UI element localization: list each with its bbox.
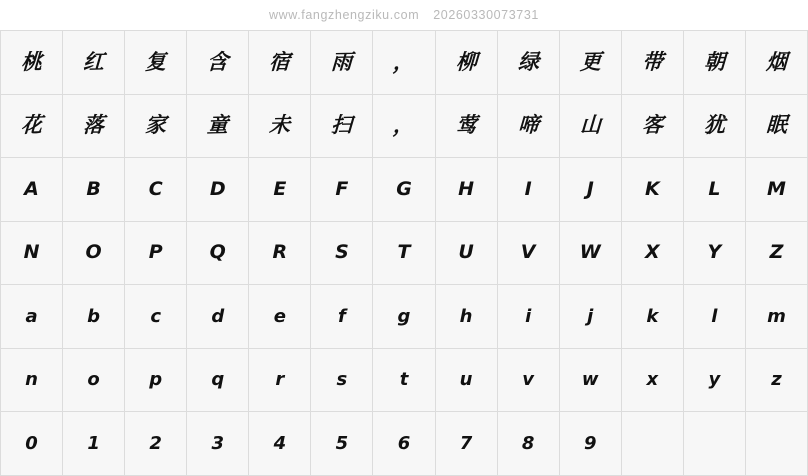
glyph: 带 (641, 49, 664, 75)
glyph-cell (560, 412, 622, 476)
glyph: 含 (206, 49, 229, 75)
glyph: 宿 (268, 49, 291, 75)
glyph-cell (560, 349, 622, 413)
glyph-cell (622, 222, 684, 286)
glyph-cell (125, 349, 187, 413)
glyph: V (520, 241, 536, 264)
glyph-cell (560, 285, 622, 349)
glyph-cell (187, 158, 249, 222)
glyph: d (211, 305, 225, 327)
glyph-cell (498, 349, 560, 413)
glyph: v (522, 369, 535, 391)
glyph-cell (63, 285, 125, 349)
glyph: x (646, 369, 659, 391)
glyph-cell (311, 412, 373, 476)
glyph-cell (249, 95, 311, 159)
glyph: N (23, 241, 40, 264)
glyph: 绿 (517, 49, 540, 75)
glyph: 啼 (517, 113, 540, 138)
glyph-cell (1, 31, 63, 95)
glyph-cell (436, 95, 498, 159)
glyph-cell-empty (746, 412, 808, 476)
glyph: k (646, 305, 659, 327)
glyph-cell (622, 285, 684, 349)
glyph: A (24, 177, 39, 200)
glyph-cell (498, 222, 560, 286)
glyph-cell (311, 95, 373, 159)
glyph: M (767, 177, 786, 200)
glyph-cell (63, 95, 125, 159)
glyph: Q (209, 241, 226, 264)
glyph-cell (249, 31, 311, 95)
glyph-cell (373, 158, 435, 222)
glyph-cell (373, 31, 435, 95)
glyph-cell (373, 95, 435, 159)
glyph-cell (746, 158, 808, 222)
glyph: 6 (397, 432, 411, 454)
glyph-cell (373, 349, 435, 413)
glyph: D (209, 177, 226, 200)
glyph-cell (560, 222, 622, 286)
glyph: 莺 (455, 113, 478, 138)
glyph-cell (249, 349, 311, 413)
glyph: z (771, 369, 782, 391)
glyph-cell (1, 412, 63, 476)
glyph-cell (684, 349, 746, 413)
glyph: b (87, 305, 101, 327)
glyph-cell (684, 158, 746, 222)
glyph: o (87, 369, 100, 391)
glyph-cell (63, 349, 125, 413)
glyph-cell (498, 31, 560, 95)
glyph-cell (622, 349, 684, 413)
glyph: 扫 (330, 113, 353, 138)
glyph-cell (125, 222, 187, 286)
glyph: 4 (273, 432, 287, 454)
watermark (0, 0, 808, 30)
glyph-cell (63, 412, 125, 476)
glyph: 烟 (765, 49, 788, 75)
glyph: G (396, 177, 412, 200)
glyph-cell (249, 158, 311, 222)
glyph: F (335, 177, 349, 200)
glyph: 0 (25, 432, 38, 454)
glyph: 桃 (20, 49, 43, 75)
glyph: E (273, 177, 287, 200)
glyph: 7 (459, 432, 473, 454)
glyph: Y (707, 241, 722, 264)
glyph-cell (560, 31, 622, 95)
glyph: 朝 (703, 49, 726, 75)
glyph-cell (436, 222, 498, 286)
glyph: 落 (82, 113, 105, 138)
glyph-cell-empty (684, 412, 746, 476)
glyph: H (458, 177, 475, 200)
glyph-cell (187, 349, 249, 413)
glyph-cell (125, 95, 187, 159)
glyph: K (644, 177, 660, 200)
glyph: w (581, 369, 599, 391)
glyph: a (25, 305, 38, 327)
watermark-code: 20260330073731 (433, 8, 539, 22)
glyph-cell (684, 285, 746, 349)
glyph-cell (1, 222, 63, 286)
glyph: 8 (521, 432, 535, 454)
glyph: 未 (268, 113, 291, 138)
glyph-cell (373, 285, 435, 349)
glyph: r (275, 369, 285, 391)
glyph-cell (622, 158, 684, 222)
glyph-cell (249, 412, 311, 476)
glyph-cell (498, 412, 560, 476)
glyph: 更 (579, 49, 602, 75)
glyph: P (148, 241, 163, 264)
glyph-cell (746, 349, 808, 413)
glyph: y (708, 369, 721, 391)
glyph-cell (684, 31, 746, 95)
glyph: f (337, 305, 346, 327)
glyph: ， (392, 113, 416, 138)
glyph-cell (187, 31, 249, 95)
glyph: s (336, 369, 348, 391)
glyph-cell (311, 158, 373, 222)
glyph-grid (0, 30, 808, 476)
glyph-cell (125, 158, 187, 222)
glyph: B (86, 177, 101, 200)
glyph-cell (125, 31, 187, 95)
glyph-cell (63, 222, 125, 286)
glyph-cell-empty (622, 412, 684, 476)
glyph: h (459, 305, 473, 327)
glyph: 家 (144, 113, 167, 138)
glyph-cell (622, 31, 684, 95)
glyph: W (579, 241, 601, 264)
glyph: 柳 (455, 49, 478, 75)
glyph-cell (684, 95, 746, 159)
glyph-cell (125, 412, 187, 476)
glyph: T (397, 241, 411, 264)
glyph: R (272, 241, 288, 264)
glyph: j (587, 305, 594, 327)
glyph: J (586, 177, 594, 200)
glyph-cell (684, 222, 746, 286)
glyph-cell (1, 349, 63, 413)
glyph: c (150, 305, 162, 327)
glyph-cell (373, 412, 435, 476)
glyph-cell (249, 285, 311, 349)
glyph: m (767, 305, 786, 327)
glyph-cell (1, 158, 63, 222)
glyph: ， (392, 49, 416, 75)
glyph-cell (498, 158, 560, 222)
glyph-cell (311, 349, 373, 413)
glyph-cell (746, 31, 808, 95)
glyph-cell (373, 222, 435, 286)
glyph-cell (436, 285, 498, 349)
glyph: 雨 (330, 49, 353, 75)
glyph: t (399, 369, 409, 391)
glyph-cell (187, 222, 249, 286)
glyph: 红 (82, 49, 105, 75)
glyph-cell (498, 95, 560, 159)
glyph-cell (311, 285, 373, 349)
glyph: 5 (335, 432, 349, 454)
glyph: O (85, 241, 102, 264)
glyph-cell (436, 412, 498, 476)
glyph: 3 (211, 432, 225, 454)
glyph-cell (746, 285, 808, 349)
glyph-cell (187, 285, 249, 349)
glyph-cell (622, 95, 684, 159)
glyph: 眠 (765, 113, 788, 138)
glyph: U (458, 241, 474, 264)
glyph-cell (125, 285, 187, 349)
glyph: S (335, 241, 349, 264)
glyph: g (397, 305, 411, 327)
glyph-cell (311, 31, 373, 95)
glyph-cell (63, 31, 125, 95)
glyph: p (149, 369, 163, 391)
glyph: 1 (87, 432, 100, 454)
glyph-cell (436, 349, 498, 413)
watermark-site: www.fangzhengziku.com (269, 8, 420, 22)
glyph: e (273, 305, 286, 327)
glyph: I (524, 177, 532, 200)
glyph: L (708, 177, 721, 200)
glyph: q (211, 369, 225, 391)
glyph: 2 (149, 432, 162, 454)
glyph-cell (436, 31, 498, 95)
glyph: 客 (641, 113, 664, 138)
glyph: u (459, 369, 473, 391)
glyph: 山 (579, 113, 602, 138)
glyph: 9 (583, 432, 597, 454)
glyph-cell (1, 95, 63, 159)
glyph-cell (187, 95, 249, 159)
glyph-cell (746, 222, 808, 286)
glyph: 童 (206, 113, 229, 138)
glyph: 犹 (703, 113, 726, 138)
glyph: 复 (144, 49, 167, 75)
glyph: 花 (20, 113, 43, 138)
glyph: n (25, 369, 38, 391)
glyph-cell (1, 285, 63, 349)
glyph: Z (769, 241, 784, 264)
glyph: l (711, 305, 718, 327)
glyph: i (525, 305, 532, 327)
glyph-cell (311, 222, 373, 286)
glyph-cell (436, 158, 498, 222)
glyph-cell (746, 95, 808, 159)
glyph-cell (560, 158, 622, 222)
glyph-cell (560, 95, 622, 159)
glyph-cell (63, 158, 125, 222)
glyph: C (148, 177, 163, 200)
glyph-cell (249, 222, 311, 286)
glyph-cell (187, 412, 249, 476)
glyph: X (644, 241, 660, 264)
glyph-cell (498, 285, 560, 349)
